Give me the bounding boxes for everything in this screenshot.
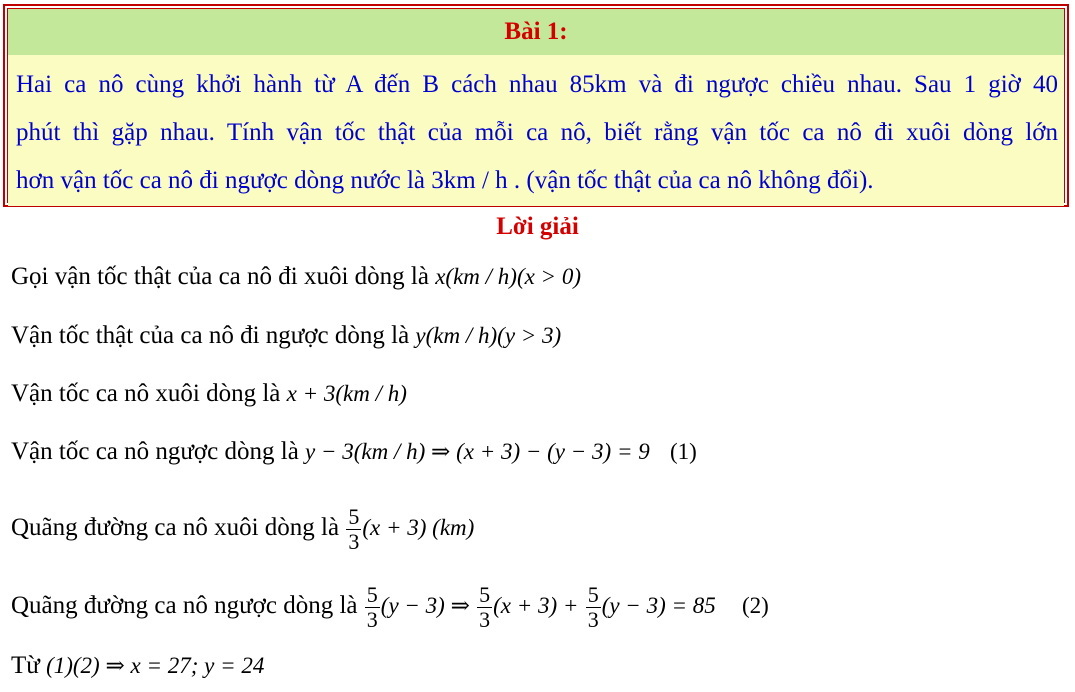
fraction-numerator: 5: [348, 504, 360, 529]
solution-line-1: [11, 262, 581, 292]
fraction-5-3-b: [477, 583, 492, 632]
problem-title: Bài 1:: [8, 9, 1064, 55]
fraction-denominator: 3: [587, 607, 599, 632]
fraction-denominator: 3: [366, 607, 378, 632]
fraction-denominator: 3: [348, 529, 360, 554]
solution-title: Lời giải: [496, 213, 579, 240]
fraction-5-3-a: [365, 583, 380, 632]
solution-line-6-text: Quãng đường ca nô ngược dòng là: [11, 592, 358, 620]
solution-line-2-text: Vận tốc thật của ca nô đi ngược dòng là: [11, 322, 410, 349]
solution-line-5-text: Quãng đường ca nô xuôi dòng là: [11, 514, 340, 542]
solution-line-3-math: x + 3(km / h): [286, 381, 407, 406]
fraction-denominator: 3: [479, 607, 491, 632]
fraction-numerator: 5: [479, 582, 491, 607]
problem-box: [3, 4, 1069, 207]
solution-line-6-math-b: (x + 3) +: [493, 593, 579, 619]
solution-line-1-text: Gọi vận tốc thật của ca nô đi xuôi dòng là: [11, 263, 429, 290]
solution-line-4-math: y − 3(km / h) ⇒ (x + 3) − (y − 3) = 9: [305, 439, 650, 464]
problem-inner: [7, 8, 1065, 203]
solution-line-4-text: Vận tốc ca nô ngược dòng là: [11, 438, 299, 465]
solution-line-7-math: (1)(2) ⇒ x = 27; y = 24: [46, 653, 265, 678]
solution-line-2: [11, 321, 561, 351]
solution-line-3-text: Vận tốc ca nô xuôi dòng là: [11, 380, 281, 407]
solution-line-2-math: y(km / h)(y > 3): [415, 323, 562, 348]
solution-line-5: [11, 505, 474, 554]
fraction-5-3: [346, 505, 361, 554]
equation-tag-2: (2): [742, 593, 769, 619]
problem-line-2: phút thì gặp nhau. Tính vận tốc thật của mỗi ca nô, biết rằng vận tốc ca nô đi xuôi dòng lớn: [16, 119, 1058, 146]
fraction-5-3-c: [586, 583, 601, 632]
solution-line-4: [11, 437, 697, 467]
solution-line-7: [11, 651, 264, 681]
solution-line-6-math-a: (y − 3) ⇒: [380, 593, 470, 619]
problem-line-3: hơn vận tốc ca nô đi ngược dòng nước là 3km / h . (vận tốc thật của ca nô không đổi).: [16, 167, 874, 194]
solution-line-3: [11, 379, 407, 409]
fraction-numerator: 5: [587, 582, 599, 607]
equation-tag-1: (1): [669, 439, 697, 464]
solution-line-6: [11, 583, 769, 632]
solution-line-7-text: Từ: [11, 652, 40, 679]
solution-line-1-math: x(km / h)(x > 0): [435, 264, 581, 289]
fraction-numerator: 5: [366, 582, 378, 607]
solution-line-5-math: (x + 3) (km): [362, 515, 475, 541]
problem-line-1: Hai ca nô cùng khởi hành từ A đến B cách nhau 85km và đi ngược chiều nhau. Sau 1 giờ 40: [16, 71, 1058, 98]
problem-statement: [8, 55, 1064, 206]
solution-line-6-math-c: (y − 3) = 85: [601, 593, 716, 619]
